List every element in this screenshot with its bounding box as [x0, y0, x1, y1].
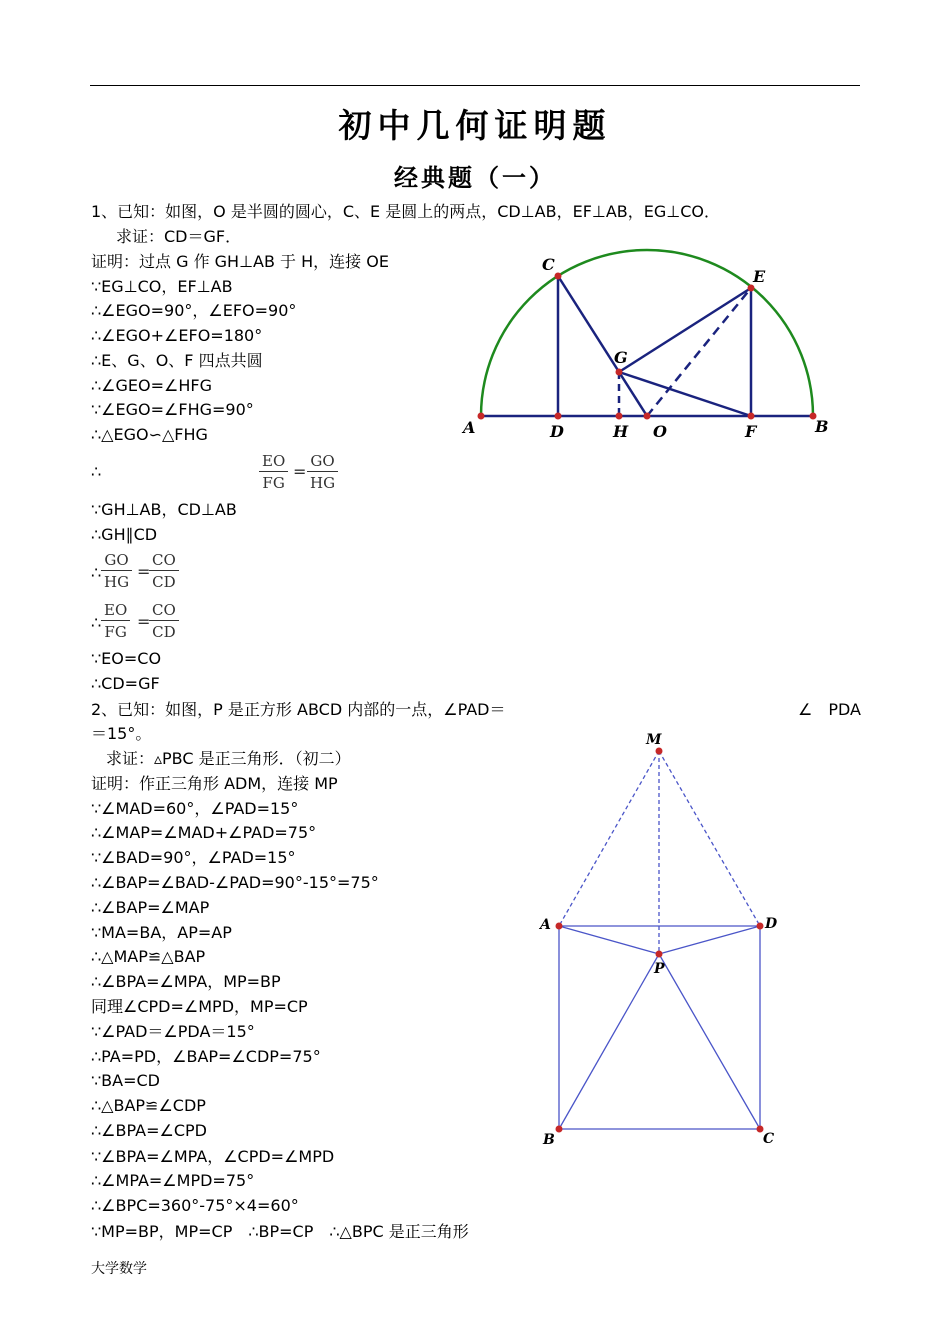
fraction-go-hg: $\frac{GO}{HG}$ [101, 550, 132, 593]
equals-sign: = [137, 612, 151, 631]
p2-line: ∵∠MAD=60°，∠PAD=15° [91, 799, 299, 818]
label-d: D [765, 916, 778, 932]
point-d [757, 923, 764, 930]
p1-line: ∴△EGO∽△FHG [91, 425, 208, 444]
p2-line: ∴∠BAP=∠BAD-∠PAD=90°-15°=75° [91, 873, 379, 892]
p1-line: ∴∠EGO=90°，∠EFO=90° [91, 301, 297, 320]
fraction-eo-fg: $\frac{EO}{FG}$ [259, 451, 288, 494]
point-f [748, 413, 755, 420]
segment-ma-dashed [559, 751, 659, 926]
segment-ge [619, 288, 751, 372]
p1-line: ∴∠GEO=∠HFG [91, 376, 213, 395]
p2-given-cont: ＝15°。 [91, 724, 152, 743]
fraction-go-hg: $\frac{GO}{HG}$ [307, 451, 338, 494]
label-m: M [646, 732, 662, 748]
label-c: C [542, 255, 555, 274]
p2-line: ∴∠MAP=∠MAD+∠PAD=75° [91, 823, 317, 842]
p1-line: ∴ [91, 462, 102, 481]
semicircle-figure [455, 245, 840, 450]
label-c: C [763, 1131, 775, 1147]
label-a: A [540, 917, 551, 933]
label-f: F [745, 422, 757, 441]
p2-line: ∵∠PAD＝∠PDA＝15° [91, 1022, 255, 1041]
p2-line: ∵MP=BP，MP=CP ∴BP=CP ∴△BPC 是正三角形 [91, 1222, 469, 1241]
p2-given: 2、已知：如图，P 是正方形 ABCD 内部的一点，∠PAD＝ [91, 700, 506, 719]
point-b [556, 1126, 563, 1133]
point-o [644, 413, 651, 420]
p1-line: ∵EO=CO [91, 649, 162, 668]
point-a [478, 413, 485, 420]
p1-line: ∴∠EGO+∠EFO=180° [91, 326, 263, 345]
label-h: H [613, 422, 629, 441]
segment-oe-dashed [647, 288, 751, 416]
p2-line: ∴∠BPC=360°-75°×4=60° [91, 1196, 299, 1215]
p1-given: 1、已知：如图，O 是半圆的圆心，C、E 是圆上的两点，CD⊥AB，EF⊥AB，EG⊥CO． [91, 202, 720, 221]
p2-line: ∴∠BAP=∠MAP [91, 898, 210, 917]
p1-line: ∴GH∥CD [91, 525, 158, 544]
p1-line: 证明：过点 G 作 GH⊥AB 于 H，连接 OE [91, 252, 389, 271]
square-figure [530, 728, 790, 1153]
segment-gf [619, 372, 751, 416]
point-c [555, 273, 562, 280]
p1-line: ∵∠EGO=∠FHG=90° [91, 400, 254, 419]
fraction-co-cd: $\frac{CO}{CD}$ [149, 550, 179, 593]
fraction-eo-fg: $\frac{EO}{FG}$ [101, 600, 130, 643]
p2-prove: 求证：▵PBC 是正三角形．（初二） [106, 749, 351, 768]
point-d [555, 413, 562, 420]
label-b: B [815, 417, 829, 436]
p1-line: ∵GH⊥AB，CD⊥AB [91, 500, 237, 519]
p2-line: ∵MA=BA，AP=AP [91, 923, 232, 942]
p2-line: ∵BA=CD [91, 1071, 160, 1090]
point-g [616, 369, 623, 376]
label-p: P [654, 961, 665, 977]
top-rule [90, 85, 860, 86]
label-g: G [614, 348, 628, 367]
p1-line: ∴ [91, 613, 102, 632]
p2-line: ∴∠BPA=∠MPA，MP=BP [91, 972, 281, 991]
equals-sign: = [137, 562, 151, 581]
page-title: 初中几何证明题 [338, 106, 612, 145]
point-p [656, 951, 663, 958]
p2-line: ∴∠BPA=∠CPD [91, 1121, 207, 1140]
p2-line: ∴△BAP≌∠CDP [91, 1096, 206, 1115]
p2-line: 同理∠CPD=∠MPD，MP=CP [91, 997, 308, 1016]
p1-line: ∴ [91, 563, 102, 582]
label-a: A [463, 418, 476, 437]
point-h [616, 413, 623, 420]
page-subtitle: 经典题（一） [394, 164, 556, 192]
label-o: O [653, 422, 667, 441]
p2-line: ∵∠BAD=90°，∠PAD=15° [91, 848, 296, 867]
segment-cp [659, 954, 760, 1129]
p2-line: ∴∠MPA=∠MPD=75° [91, 1171, 255, 1190]
p2-line: ∵∠BPA=∠MPA，∠CPD=∠MPD [91, 1147, 335, 1166]
segment-ap [559, 926, 659, 954]
p2-given-right: ∠ PDA [798, 700, 861, 719]
point-a [556, 923, 563, 930]
p2-line: 证明：作正三角形 ADM，连接 MP [91, 774, 338, 793]
p1-line: ∴CD=GF [91, 674, 160, 693]
segment-md-dashed [659, 751, 760, 926]
p1-prove: 求证：CD＝GF． [116, 227, 242, 246]
p2-line: ∴PA=PD，∠BAP=∠CDP=75° [91, 1047, 321, 1066]
footer-text: 大学数学 [91, 1261, 147, 1277]
p2-line: ∴△MAP≌△BAP [91, 947, 206, 966]
equals-sign: = [293, 462, 307, 481]
segment-dp [659, 926, 760, 954]
p1-line: ∴E、G、O、F 四点共圆 [91, 351, 263, 370]
segment-co [558, 276, 647, 416]
fraction-co-cd: $\frac{CO}{CD}$ [149, 600, 179, 643]
point-m [656, 748, 663, 755]
segment-bp [559, 954, 659, 1129]
label-e: E [753, 267, 766, 286]
label-d: D [550, 422, 564, 441]
p1-line: ∵EG⊥CO，EF⊥AB [91, 277, 233, 296]
label-b: B [543, 1132, 555, 1148]
